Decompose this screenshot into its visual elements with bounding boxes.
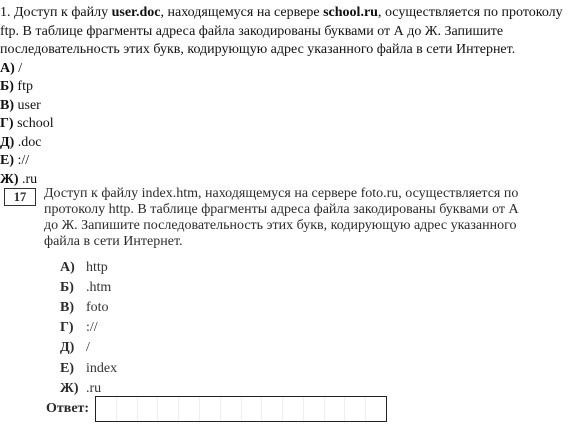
option-letter: Ж) <box>60 380 79 396</box>
option-value: index <box>86 360 118 376</box>
answer-cell[interactable] <box>283 397 304 421</box>
question-line-4: файла в сети Интернет. <box>44 234 183 249</box>
question-mid: , находящемуся на сервере <box>160 5 320 20</box>
option-g <box>0 115 572 134</box>
answer-cell[interactable] <box>345 397 366 421</box>
option-letter: В) <box>60 300 74 316</box>
answer-cell[interactable] <box>117 397 138 421</box>
option-value: .ru <box>22 171 38 187</box>
option-letter: Д) <box>60 340 75 356</box>
option-value: user <box>17 97 41 113</box>
answer-cell[interactable] <box>366 397 386 421</box>
option-d <box>0 134 572 153</box>
task-number-box: 17 <box>4 188 36 206</box>
option-letter: Е) <box>60 360 74 376</box>
answer-field[interactable] <box>95 396 387 422</box>
option-value: .htm <box>86 280 112 296</box>
server-name: school.ru <box>323 5 378 20</box>
answer-cell[interactable] <box>179 397 200 421</box>
option-value: :// <box>17 153 30 168</box>
task-17 <box>0 186 576 444</box>
question-line-2: протоколу http. В таблице фрагменты адреса файла закодированы буквами от А <box>44 202 519 217</box>
option-value: / <box>18 60 23 76</box>
answer-cell[interactable] <box>262 397 283 421</box>
option-letter: В) <box>0 97 14 113</box>
task-1-question <box>0 4 572 23</box>
option-g <box>60 318 117 338</box>
task-1-options <box>0 60 572 190</box>
answer-row <box>46 396 387 422</box>
answer-cell[interactable] <box>138 397 159 421</box>
task-17-question <box>44 186 556 250</box>
question-tail: , осуществляется по протоколу <box>377 5 563 20</box>
option-letter: А) <box>60 260 75 276</box>
option-value: http <box>86 260 108 276</box>
option-letter: Ж) <box>0 171 19 187</box>
answer-label: Ответ: <box>46 401 90 416</box>
option-a <box>0 60 572 79</box>
question-intro: Доступ к файлу <box>14 5 109 20</box>
option-b <box>0 78 572 97</box>
option-letter: Д) <box>0 134 15 150</box>
option-value: ftp <box>17 79 33 94</box>
option-letter: Е) <box>0 153 14 168</box>
option-letter: Г) <box>0 116 14 131</box>
option-letter: Г) <box>60 320 74 336</box>
answer-cell[interactable] <box>96 397 117 421</box>
answer-cell[interactable] <box>200 397 221 421</box>
option-value: foto <box>86 300 109 316</box>
question-line-1: Доступ к файлу index.htm, находящемуся на сервере foto.ru, осуществляется по <box>44 186 519 201</box>
answer-cell[interactable] <box>304 397 325 421</box>
file-name: user.doc <box>111 5 161 20</box>
task-17-options <box>60 258 117 399</box>
option-b <box>60 278 117 298</box>
question-line-3: последовательность этих букв, кодирующую адрес указанного файла в сети Интернет. <box>0 42 516 57</box>
option-value: school <box>17 116 54 131</box>
option-letter: А) <box>0 60 15 76</box>
answer-cell[interactable] <box>325 397 346 421</box>
option-e <box>60 358 117 378</box>
option-value: .ru <box>86 380 102 396</box>
option-letter: Б) <box>60 280 74 296</box>
option-letter: Б) <box>0 79 14 94</box>
option-value: / <box>86 340 90 356</box>
answer-cell[interactable] <box>221 397 242 421</box>
option-e <box>0 152 572 171</box>
answer-cell[interactable] <box>242 397 263 421</box>
option-v <box>0 97 572 116</box>
option-value: :// <box>86 320 98 336</box>
question-line-3: до Ж. Запишите последовательность этих букв, кодирующую адрес указанного <box>44 218 517 233</box>
option-value: .doc <box>17 134 42 150</box>
option-a <box>60 258 117 278</box>
question-line-2: ftp. В таблице фрагменты адреса файла закодированы буквами от А до Ж. Запишите <box>0 23 504 39</box>
option-v <box>60 298 117 318</box>
option-d <box>60 338 117 358</box>
task-1 <box>0 4 572 189</box>
task-number: 1. <box>0 5 11 20</box>
answer-cell[interactable] <box>158 397 179 421</box>
